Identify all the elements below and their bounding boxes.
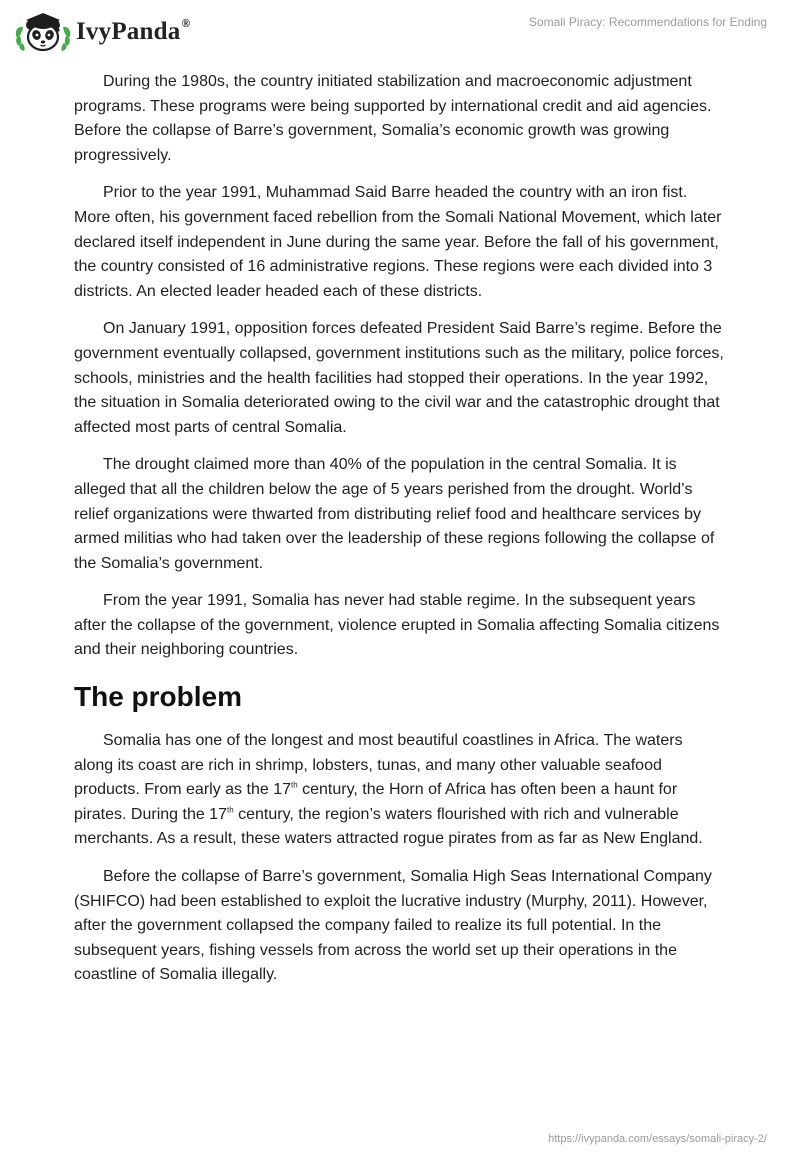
document-title: Somali Piracy: Recommendations for Ending <box>528 15 767 29</box>
paragraph <box>74 729 724 852</box>
essay-content <box>74 70 724 1001</box>
text-run: century, the region’s waters flourished with rich and vulnerable merchants. As a result, these waters attracted rogue pirates from as far as New England. <box>74 805 703 848</box>
brand-logo[interactable] <box>14 8 191 54</box>
brand-name: IvyPanda® <box>76 15 191 45</box>
registered-mark: ® <box>181 15 191 30</box>
ordinal-suffix: th <box>290 780 298 790</box>
ordinal-suffix: th <box>226 805 234 815</box>
section-heading: The problem <box>74 681 243 713</box>
paragraph: From the year 1991, Somalia has never had stable regime. In the subsequent years after the collapse of the government, violence erupted in Somalia affecting Somalia citizens and their neighboring countries. <box>74 592 720 659</box>
paragraph: The drought claimed more than 40% of the population in the central Somalia. It is alleged that all the children below the age of 5 years perished from the drought. World’s relief organizations were thwarted from distributing relief food and healthcare services by armed militias who had taken over the leadership of these regions following the collapse of the Somalia’s government. <box>74 456 715 572</box>
text-run: century, the Horn of Africa has often been a haunt for pirates. During the 17 <box>74 781 678 823</box>
paragraph: During the 1980s, the country initiated stabilization and macroeconomic adjustment programs. These programs were being supported by international credit and aid agencies. Before the collapse of Barre’s government, Somalia’s economic growth was growing progressively. <box>74 73 712 164</box>
panda-logo-icon <box>14 8 72 54</box>
paragraph: On January 1991, opposition forces defeated President Said Barre’s regime. Before the government eventually collapsed, government institutions such as the military, police forces, schools, ministries and the health facilities had stopped their operations. In the year 1992, the situation in Somalia deteriorated owing to the civil war and the catastrophic drought that affected most parts of central Somalia. <box>74 320 724 436</box>
page-header <box>0 0 800 64</box>
paragraph: Before the collapse of Barre’s government, Somalia High Seas International Company (SHIFCO) had been established to exploit the lucrative industry (Murphy, 2011). However, after the government collapsed the company failed to realize its full potential. In the subsequent years, fishing vessels from across the world set up their operations in the coastline of Somalia illegally. <box>74 868 712 984</box>
text-run: Somalia has one of the longest and most beautiful coastlines in Africa. The waters along its coast are rich in shrimp, lobsters, tunas, and many other valuable seafood products. From early as the 17 <box>74 732 683 799</box>
source-url[interactable]: https://ivypanda.com/essays/somali-piracy-2/ <box>548 1133 767 1145</box>
paragraph: Prior to the year 1991, Muhammad Said Barre headed the country with an iron fist. More often, his government faced rebellion from the Somali National Movement, which later declared itself independent in June during the same year. Before the fall of his government, the country consisted of 16 administrative regions. These regions were each divided into 3 districts. An elected leader headed each of these districts. <box>74 184 722 300</box>
